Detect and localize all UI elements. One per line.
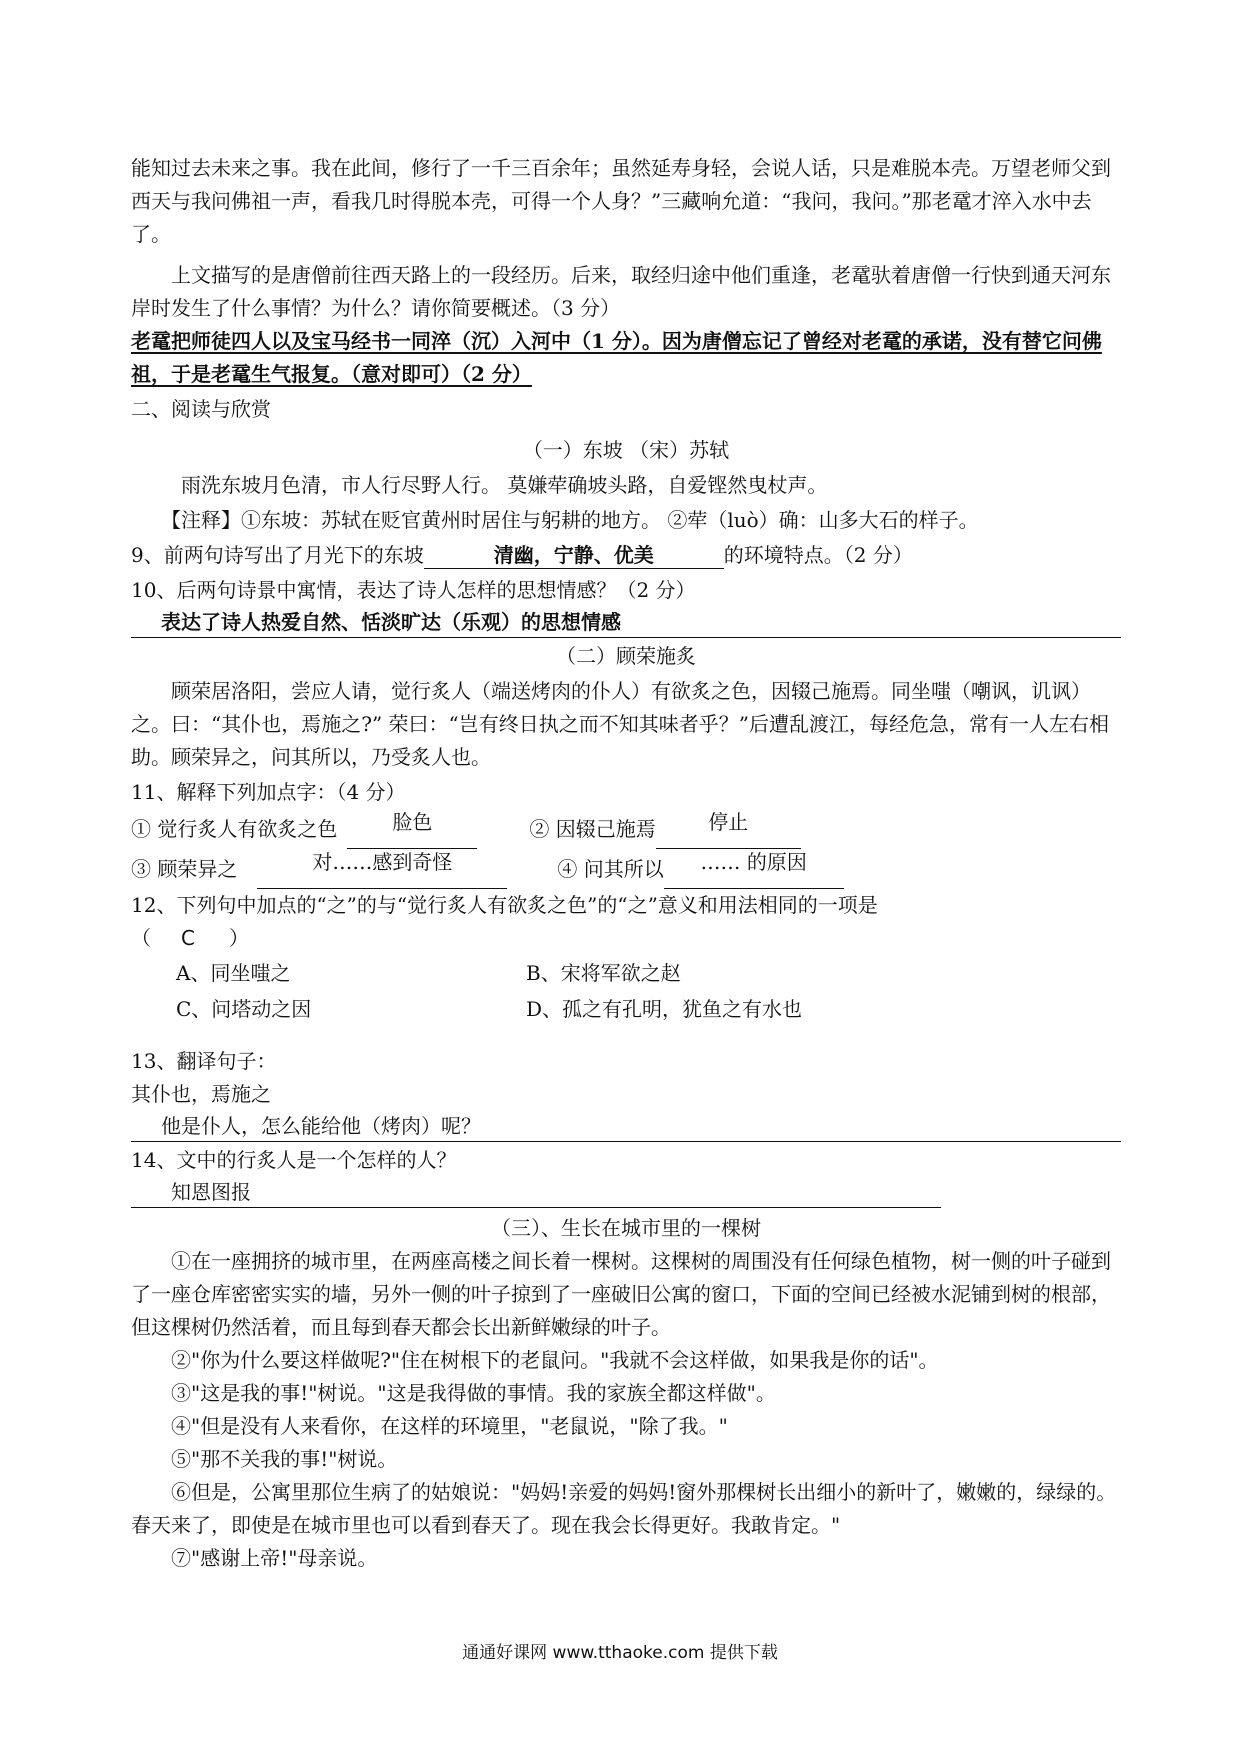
q11-item-4-prompt: ④ 问其所以 bbox=[557, 857, 664, 881]
q11-item-3-prompt: ③ 顾荣异之 bbox=[131, 857, 238, 881]
q11-item-2-answer: 停止 bbox=[656, 809, 801, 849]
classical-text: 顾荣居洛阳，尝应人请，觉行炙人（端送烤肉的仆人）有欲炙之色，因辍己施焉。同坐嗤（嘲讽，讥讽）之。曰：“其仆也，焉施之?” 荣曰：“岂有终日执之而不知其味者乎？”后遭乱渡江，每经危急，常有一人左右相助。顾荣异之，问其所以，乃受炙人也。 bbox=[131, 679, 1109, 769]
modern-paragraph-1: ①在一座拥挤的城市里，在两座高楼之间长着一棵树。这棵树的周围没有任何绿色植物，树一侧的叶子碰到了一座仓库密密实实的墙，另外一侧的叶子掠到了一座破旧公寓的窗口，下面的空间已经被水泥铺到树的根部，但这棵树仍然活着，而且每到春天都会长出新鲜嫩绿的叶子。 bbox=[131, 1249, 1111, 1339]
question-14-answer: 知恩图报 bbox=[131, 1177, 941, 1208]
q12-bracket-close: ） bbox=[228, 926, 249, 950]
question-11: 11、解释下列加点字：（4 分） bbox=[131, 780, 406, 804]
question-12-answer bbox=[131, 922, 1121, 955]
question-13-sentence: 其仆也，焉施之 bbox=[131, 1082, 271, 1106]
question-11-row-1 bbox=[131, 809, 1121, 849]
poem-title: （一）东坡 （宋）苏轼 bbox=[522, 438, 730, 462]
modern-title: （三）、生长在城市里的一棵树 bbox=[491, 1216, 761, 1240]
q12-option-c: C、问塔动之因 bbox=[176, 997, 312, 1021]
q12-answer-letter: C bbox=[181, 926, 195, 950]
q11-item-1-answer: 脸色 bbox=[347, 809, 477, 849]
question-9 bbox=[131, 539, 1121, 572]
xiyouji-question: 上文描写的是唐僧前往西天路上的一段经历。后来，取经归途中他们重逢，老鼋驮着唐僧一行快到通天河东岸时发生了什么事情？为什么？请你简要概述。（3 分） bbox=[131, 263, 1111, 320]
question-13: 13、翻译句子： bbox=[131, 1049, 277, 1073]
modern-paragraph-4: ④"但是没有人来看你，在这样的环境里，"老鼠说，"除了我。" bbox=[171, 1414, 728, 1438]
section-heading: 二、阅读与欣赏 bbox=[131, 397, 271, 421]
worksheet-page bbox=[131, 152, 1121, 1575]
question-12: 12、下列句中加点的“之”的与“觉行炙人有欲炙之色”的“之”意义和用法相同的一项是 bbox=[131, 893, 878, 917]
classical-title: （二）顾荣施炙 bbox=[556, 644, 696, 668]
modern-paragraph-5: ⑤"那不关我的事!"树说。 bbox=[171, 1447, 398, 1471]
q11-item-3-answer: 对……感到奇怪 bbox=[257, 849, 507, 889]
question-11-row-2 bbox=[131, 849, 1121, 889]
q12-option-a: A、同坐嗤之 bbox=[176, 961, 291, 985]
question-10: 10、后两句诗景中寓情，表达了诗人怎样的思想情感？（2 分） bbox=[131, 578, 696, 602]
question-9-suffix: 的环境特点。（2 分） bbox=[723, 543, 913, 567]
q12-options-row-2 bbox=[131, 991, 1121, 1027]
q12-options-row-1 bbox=[131, 955, 1121, 991]
poem-text: 雨洗东坡月色清，市人行尽野人行。 莫嫌荦确坡头路，自爱铿然曳杖声。 bbox=[181, 473, 828, 497]
page-footer: 通通好课网 www.tthaoke.com 提供下载 bbox=[462, 1643, 778, 1663]
poem-note: 【注释】①东坡：苏轼在贬官黄州时居住与躬耕的地方。 ②荦（luò）确：山多大石的样子。 bbox=[161, 508, 979, 532]
question-10-answer: 表达了诗人热爱自然、恬淡旷达（乐观）的思想情感 bbox=[131, 607, 1121, 638]
modern-paragraph-6: ⑥但是，公寓里那位生病了的姑娘说："妈妈!亲爱的妈妈!窗外那棵树长出细小的新叶了，嫩嫩的，绿绿的。春天来了，即使是在城市里也可以看到春天了。现在我会长得更好。我敢肯定。" bbox=[131, 1480, 1117, 1537]
question-9-answer: 清幽，宁静、优美 bbox=[424, 542, 724, 569]
q11-item-1-prompt: ① 觉行炙人有欲炙之色 bbox=[131, 817, 338, 841]
q12-option-b: B、宋将军欲之赵 bbox=[526, 961, 681, 985]
q12-bracket-open: （ bbox=[131, 926, 151, 950]
q12-option-d: D、孤之有孔明，犹鱼之有水也 bbox=[526, 997, 803, 1021]
modern-paragraph-7: ⑦"感谢上帝!"母亲说。 bbox=[171, 1546, 378, 1570]
question-13-answer: 他是仆人，怎么能给他（烤肉）呢？ bbox=[131, 1111, 1121, 1142]
q11-item-2-prompt: ② 因辍己施焉 bbox=[529, 817, 656, 841]
modern-paragraph-2: ②"你为什么要这样做呢?"住在树根下的老鼠问。"我就不会这样做，如果我是你的话"。 bbox=[171, 1348, 939, 1372]
modern-paragraph-3: ③"这是我的事!"树说。"这是我得做的事情。我的家族全都这样做"。 bbox=[171, 1381, 776, 1405]
q11-item-4-answer: …… 的原因 bbox=[664, 849, 844, 889]
xiyouji-answer: 老鼋把师徒四人以及宝马经书一同淬（沉）入河中（1 分）。因为唐僧忘记了曾经对老鼋的承诺，没有替它问佛祖，于是老鼋生气报复。（意对即可）（2 分） bbox=[131, 329, 1102, 386]
question-9-prefix: 9、前两句诗写出了月光下的东坡 bbox=[131, 543, 424, 567]
question-14: 14、文中的行炙人是一个怎样的人？ bbox=[131, 1148, 457, 1172]
xiyouji-passage: 能知过去未来之事。我在此间，修行了一千三百余年；虽然延寿身轻，会说人话，只是难脱本壳。万望老师父到西天与我问佛祖一声，看我几时得脱本壳，可得一个人身？”三藏响允道：“我问，我问。”那老鼋才淬入水中去了。 bbox=[131, 156, 1111, 246]
